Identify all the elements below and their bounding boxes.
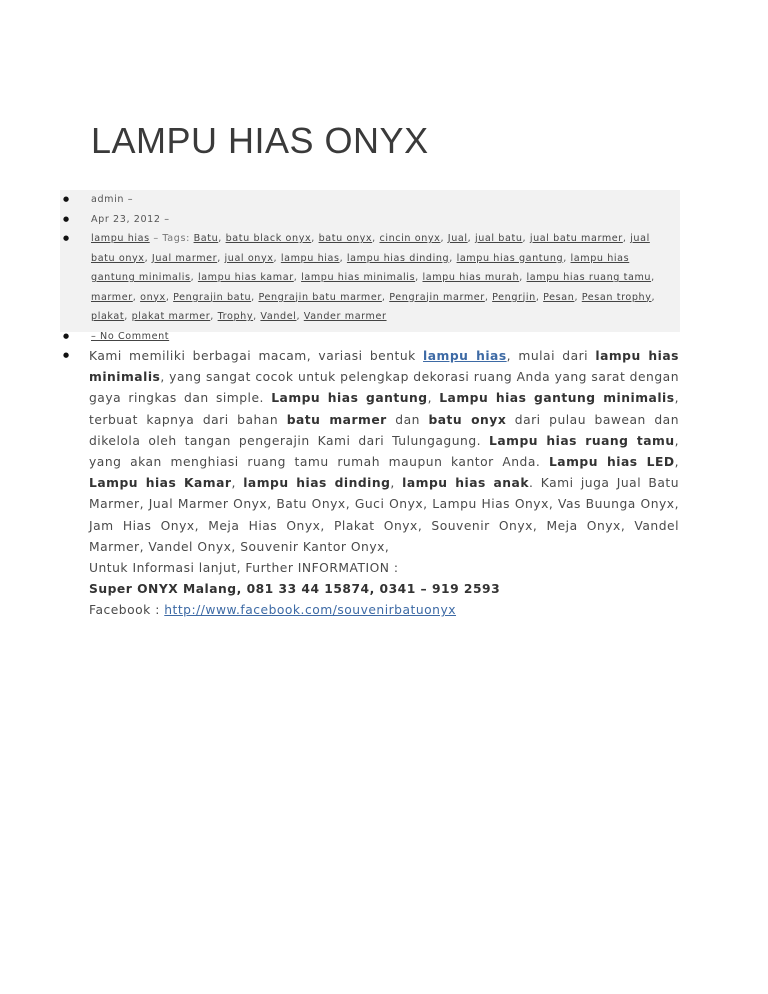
tag-link[interactable]: batu onyx (318, 233, 373, 244)
tag-link[interactable]: lampu hias gantung (456, 252, 564, 264)
meta-author (60, 190, 680, 210)
tag-link[interactable]: jual onyx (224, 252, 274, 264)
lampu-hias-link[interactable]: lampu hias (423, 349, 507, 363)
tag-list (91, 233, 655, 322)
tag-separator: , (311, 233, 319, 244)
tag-separator: , (210, 311, 218, 322)
category-link[interactable]: lampu hias (91, 233, 150, 244)
tag-separator: , (253, 311, 261, 322)
tag-link[interactable]: Pengrajin batu (173, 291, 252, 303)
author-text: admin – (91, 194, 134, 205)
tag-link[interactable]: Jual (447, 233, 468, 244)
bold-keyword: batu marmer (286, 412, 387, 427)
body-text: dari pulau bawean dan dikelola oleh tangan pengerajin Kami dari Tulungagung. (89, 412, 679, 448)
date-text: Apr 23, 2012 – (91, 213, 170, 225)
tag-link[interactable]: Pesan trophy (581, 291, 652, 303)
tag-link[interactable]: Pengrajin marmer (389, 291, 485, 303)
body-paragraph (89, 346, 679, 558)
facebook-line (89, 600, 679, 621)
facebook-label: Facebook : (89, 603, 165, 618)
tag-separator: , (449, 252, 457, 264)
tag-link[interactable]: jual batu marmer (529, 233, 623, 244)
tag-separator: , (339, 252, 347, 264)
tag-separator: , (372, 233, 380, 244)
body-text: . Kami juga Jual Batu Marmer, Jual Marmer Onyx, Batu Onyx, Guci Onyx, Lampu Hias Onyx, Vas Buunga Onyx, Jam Hias Onyx, Meja Hias Onyx, Plakat Onyx, Souvenir Onyx, Meja Onyx, Vandel Marmer, Vandel Onyx, Souvenir Kantor Onyx, (89, 476, 680, 554)
tag-separator: , (296, 311, 304, 322)
body-text: , yang sangat cocok untuk pelengkap dekorasi ruang Anda yang sarat dengan gaya ringkas dan simple. (89, 370, 679, 406)
tag-separator: , (251, 291, 259, 303)
tag-link[interactable]: Pengrajin batu marmer (258, 291, 382, 303)
tag-link[interactable]: lampu hias murah (422, 272, 520, 283)
body-text: , (231, 476, 244, 491)
comments-link[interactable]: – No Comment (91, 330, 170, 342)
tag-separator: , (651, 272, 655, 283)
tag-link[interactable]: lampu hias minimalis (301, 272, 416, 283)
contact-line: Super ONYX Malang, 081 33 44 15874, 0341 – 919 2593 (89, 582, 501, 597)
tag-separator: , (293, 272, 302, 283)
tag-separator: , (217, 252, 225, 264)
tag-separator: , (124, 311, 132, 322)
bold-keyword: lampu hias anak (402, 476, 530, 491)
tag-link[interactable]: Trophy (217, 311, 254, 322)
tag-link[interactable]: Vander marmer (303, 311, 387, 322)
info-line: Untuk Informasi lanjut, Further INFORMATION : (89, 561, 399, 576)
bold-keyword: Lampu hias LED (548, 455, 675, 470)
tag-link[interactable]: jual batu onyx (91, 233, 650, 264)
tag-separator: , (144, 252, 152, 264)
tag-separator: , (440, 233, 448, 244)
tag-link[interactable]: lampu hias (280, 252, 340, 264)
body-text: , (674, 455, 679, 470)
page-title: LAMPU HIAS ONYX (91, 120, 429, 161)
bold-keyword: lampu hias minimalis (89, 349, 679, 385)
tag-separator: , (273, 252, 281, 264)
body-text: , terbuat kapnya dari bahan (89, 391, 679, 427)
body-text: Kami memiliki berbagai macam, variasi bentuk (89, 349, 424, 363)
post-content (89, 346, 679, 622)
tag-separator: , (415, 272, 423, 283)
tag-link[interactable]: Pesan (543, 291, 575, 303)
tag-separator: , (522, 233, 530, 244)
post-meta-list (60, 190, 680, 366)
tag-separator: , (190, 272, 198, 283)
tag-separator: , (519, 272, 527, 283)
tag-separator: , (484, 291, 493, 303)
tag-link[interactable]: plakat (91, 311, 125, 322)
body-text: , yang akan menghiasi ruang tamu rumah maupun kantor Anda. (89, 433, 679, 470)
tag-separator: , (563, 252, 571, 264)
bold-keyword: batu onyx (428, 412, 507, 427)
tag-separator: , (467, 233, 475, 244)
meta-comments (60, 327, 680, 347)
body-text: dan (386, 412, 429, 427)
tag-separator: , (132, 291, 141, 303)
tag-link[interactable]: lampu hias kamar (197, 272, 294, 283)
tag-separator: , (574, 291, 582, 303)
tag-link[interactable]: batu black onyx (225, 233, 312, 244)
tags-prefix: – Tags: (149, 233, 194, 244)
tag-link[interactable]: plakat marmer (131, 311, 211, 322)
tag-link[interactable]: lampu hias gantung minimalis (91, 252, 630, 283)
bold-keyword: Lampu hias gantung minimalis (439, 391, 675, 406)
tag-link[interactable]: jual batu (474, 233, 523, 244)
bold-keyword: Lampu hias gantung (271, 391, 428, 406)
tag-link[interactable]: cincin onyx (379, 233, 441, 244)
meta-tags (60, 229, 680, 327)
tag-link[interactable]: Batu (193, 233, 219, 244)
tag-separator: , (622, 233, 631, 244)
tag-link[interactable]: lampu hias ruang tamu (526, 272, 652, 283)
tag-separator: , (651, 291, 656, 303)
tag-separator: , (535, 291, 544, 303)
body-text: , (390, 476, 403, 491)
bold-keyword: Lampu hias Kamar (89, 476, 232, 491)
tag-separator: , (381, 291, 390, 303)
tag-link[interactable]: Jual marmer (151, 252, 218, 264)
bold-keyword: Lampu hias ruang tamu (489, 433, 675, 448)
tag-separator: , (218, 233, 226, 244)
tag-link[interactable]: Pengrjin (492, 291, 536, 303)
bold-keyword: lampu hias dinding (243, 476, 391, 491)
meta-date (60, 210, 680, 230)
body-text: , mulai dari (506, 349, 596, 363)
body-text: , (427, 391, 440, 406)
tag-link[interactable]: marmer (91, 291, 133, 303)
tag-link[interactable]: lampu hias dinding (346, 252, 450, 264)
facebook-link[interactable]: http://www.facebook.com/souvenirbatuonyx (164, 603, 457, 618)
tag-separator: , (165, 291, 174, 303)
tag-link[interactable]: onyx (140, 291, 166, 303)
tag-link[interactable]: Vandel (260, 311, 297, 322)
